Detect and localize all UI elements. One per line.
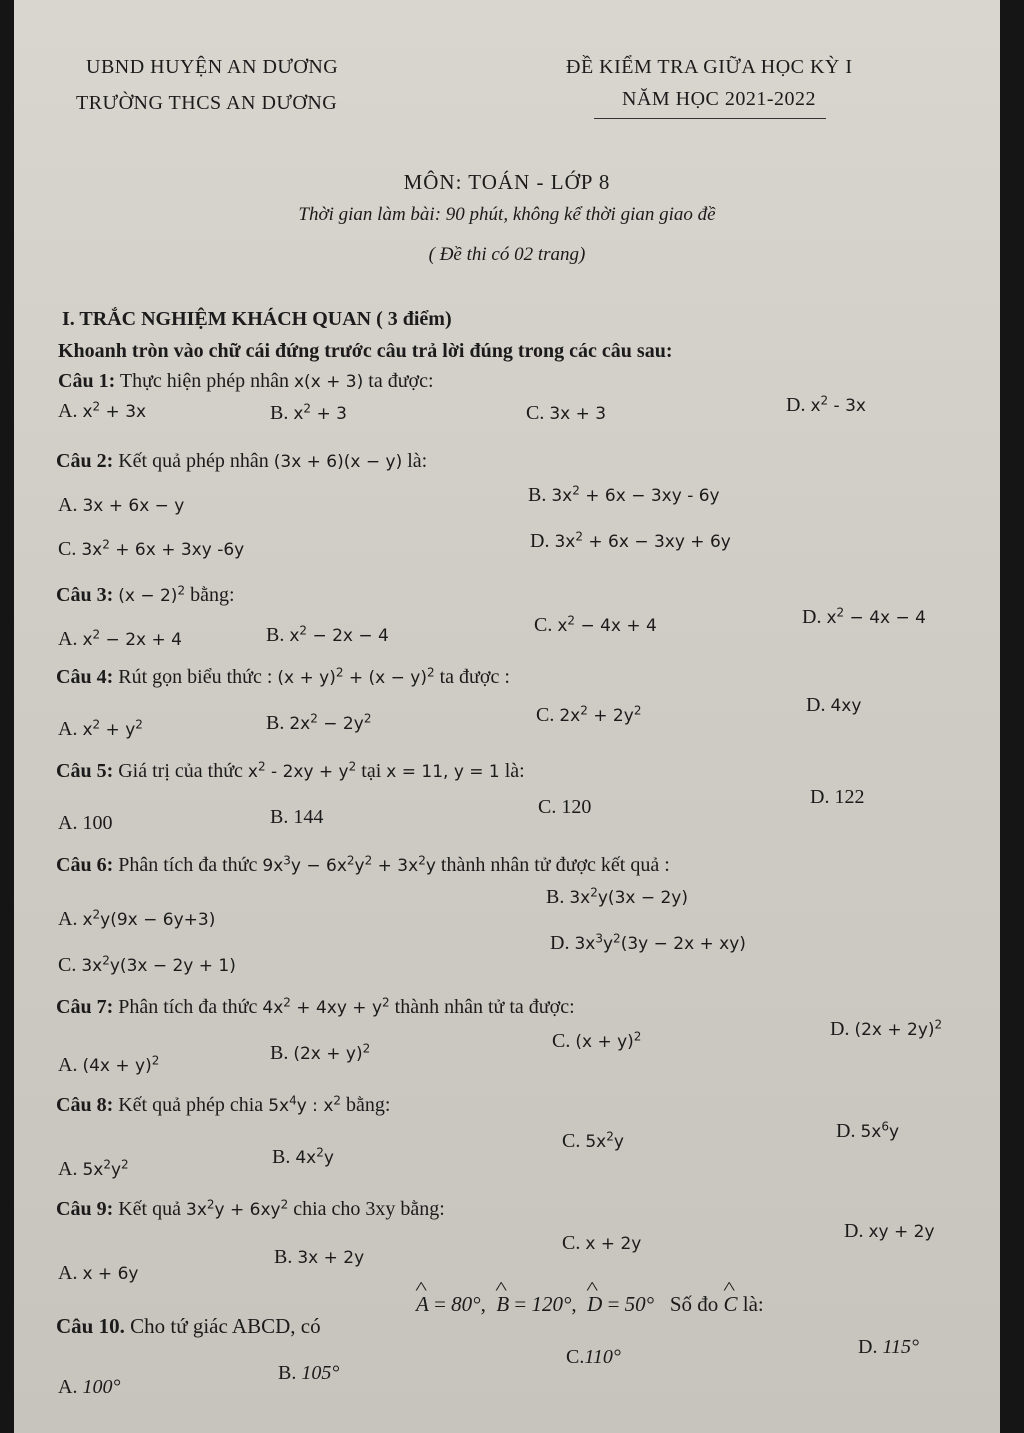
question-label: Câu 5: [56,760,114,782]
question-label: Câu 3: [56,584,114,606]
option-b[interactable]: B. $x^2 + 3$ [270,401,347,424]
question-5 [56,760,525,783]
question-label: Câu 10. [56,1314,125,1338]
option-a[interactable]: A. $x^2y(9x - 6y+3)$ [58,907,216,930]
question-tail: Số đo [669,1292,719,1316]
section-title: I. TRẮC NGHIỆM KHÁCH QUAN ( 3 điểm) [62,308,452,330]
option-c[interactable]: C. $3x^2 + 6x + 3xy$ -6y [58,537,245,560]
option-d[interactable]: D. 115° [858,1336,919,1358]
exam-paper [14,0,1000,1433]
question-label: Câu 6: [56,854,114,876]
option-c[interactable]: C. $(x + y)^2$ [552,1029,642,1052]
option-a[interactable]: A. 3x + 6x − y [58,494,185,516]
question-text: Thực hiện phép nhân [119,370,289,392]
question-expr: $9x^3y - 6x^2y^2 + 3x^2y$ [262,853,436,876]
question-text: Cho tứ giác ABCD, có [130,1314,321,1338]
question-text: Phân tích đa thức [118,996,258,1018]
option-b[interactable]: B. 144 [270,806,324,828]
question-2 [56,450,427,473]
option-d[interactable]: D. $3x^3y^2(3y - 2x + xy)$ [550,931,746,954]
option-a[interactable]: A. $x^2 - 2x + 4$ [58,627,182,650]
question-expr: $4x^2 + 4xy + y^2$ [262,995,390,1018]
question-expr: (3x + 6)(x − y) [273,452,403,472]
section-instruction: Khoanh tròn vào chữ cái đứng trước câu trả lời đúng trong các câu sau: [58,340,673,362]
option-c[interactable]: C. $3x^2y(3x - 2y + 1)$ [58,953,236,976]
question-tail: bằng: [346,1094,391,1116]
option-a[interactable]: A. $(4x + y)^2$ [58,1053,160,1076]
option-b[interactable]: B. $4x^2y$ [272,1145,334,1168]
question-tail: chia cho 3xy bằng: [293,1198,445,1220]
question-6 [56,854,670,877]
option-d[interactable]: D. $x^2 - 4x - 4$ [802,605,926,628]
school-year: NĂM HỌC 2021-2022 [622,88,817,110]
question-label: Câu 9: [56,1198,114,1220]
question-text: Phân tích đa thức [118,854,258,876]
question-3 [56,584,235,607]
option-c[interactable]: C. $2x^2 + 2y^2$ [536,703,642,726]
question-text: Kết quả phép nhân [118,450,269,472]
question-tail-2: là: [742,1292,764,1316]
question-1 [58,370,434,393]
question-text: Kết quả phép chia [118,1094,264,1116]
question-tail: là: [407,450,428,472]
option-d[interactable]: D. $3x^2 + 6x - 3xy + 6y$ [530,529,731,552]
option-c[interactable]: C. $5x^2y$ [562,1129,624,1152]
option-b[interactable]: B. $3x^2y(3x - 2y)$ [546,885,689,908]
option-d[interactable]: D. 122 [810,786,865,808]
angle-values: ^ A = 80°, ^ B = 120°, ^ D = 50° Số đo ^ C là: [416,1292,764,1317]
option-b[interactable]: B. 3x + 2y [274,1246,365,1268]
option-d[interactable]: D. $x^2 - 3x$ [786,393,866,416]
option-c[interactable]: C. x + 2y [562,1232,642,1254]
question-expr: $5x^4y$ : $x^2$ [268,1093,342,1116]
option-a[interactable]: A. x + 6y [58,1262,139,1284]
option-d[interactable]: D. $5x^6y$ [836,1119,900,1142]
question-7 [56,996,575,1019]
question-expr: $(x + y)^2 + (x - y)^2$ [277,665,435,688]
question-label: Câu 7: [56,996,114,1018]
option-c[interactable]: C. 120 [538,796,592,818]
option-a[interactable]: A. 100 [58,812,113,834]
question-tail: ta được : [439,666,510,688]
question-tail: bằng: [190,584,235,606]
question-expr: $(x - 2)^2$ [118,583,186,606]
option-a[interactable]: A. 100° [58,1376,121,1398]
question-8 [56,1094,390,1117]
school-name: TRƯỜNG THCS AN DƯƠNG [76,92,338,114]
question-tail: là: [504,760,525,782]
option-c[interactable]: C. 3x + 3 [526,402,607,424]
option-b[interactable]: B. $(2x + y)^2$ [270,1041,371,1064]
option-b[interactable]: B. $3x^2 + 6x - 3xy - 6y$ [528,483,720,506]
option-b[interactable]: B. $2x^2 - 2y^2$ [266,711,372,734]
question-text: Rút gọn biểu thức : [118,666,273,688]
question-expr: $x^2 - 2xy + y^2$ [247,759,357,782]
option-d[interactable]: D. $(2x + 2y)^2$ [830,1017,943,1040]
question-9 [56,1198,445,1221]
option-b[interactable]: B. $x^2 - 2x - 4$ [266,623,389,646]
question-expr: x(x + 3) [294,372,364,392]
question-tail: thành nhân tử ta được: [394,996,575,1018]
district-name: UBND HUYỆN AN DƯƠNG [86,56,339,78]
option-c[interactable]: C.110° [566,1346,621,1368]
option-d[interactable]: D. 4xy [806,694,862,716]
question-tail: thành nhân tử được kết quả : [440,854,670,876]
exam-title: ĐỀ KIỂM TRA GIỮA HỌC KỲ I [566,56,853,78]
option-a[interactable]: A. $x^2 + y^2$ [58,717,143,740]
question-10 [56,1314,321,1339]
question-expr: $3x^2y + 6xy^2$ [186,1197,289,1220]
page-count-note: ( Đề thi có 02 trang) [428,244,586,265]
question-4 [56,666,510,689]
question-label: Câu 8: [56,1094,114,1116]
option-d[interactable]: D. xy + 2y [844,1220,935,1242]
option-a[interactable]: A. $x^2 + 3x$ [58,399,147,422]
time-note: Thời gian làm bài: 90 phút, không kể thời gian giao đề [298,204,716,225]
question-label: Câu 4: [56,666,114,688]
question-text: Giá trị của thức [118,760,243,782]
question-label: Câu 1: [58,370,116,392]
option-b[interactable]: B. 105° [278,1362,340,1384]
question-text: Kết quả [118,1198,181,1220]
question-tail: ta được: [368,370,434,392]
subject-line: MÔN: TOÁN - LỚP 8 [403,170,611,194]
question-condition: x = 11, y = 1 [386,762,500,782]
question-label: Câu 2: [56,450,114,472]
option-a[interactable]: A. $5x^2y^2$ [58,1157,129,1180]
option-c[interactable]: C. $x^2 - 4x + 4$ [534,613,657,636]
question-mid: tại [361,760,382,782]
header-underline [594,118,826,119]
